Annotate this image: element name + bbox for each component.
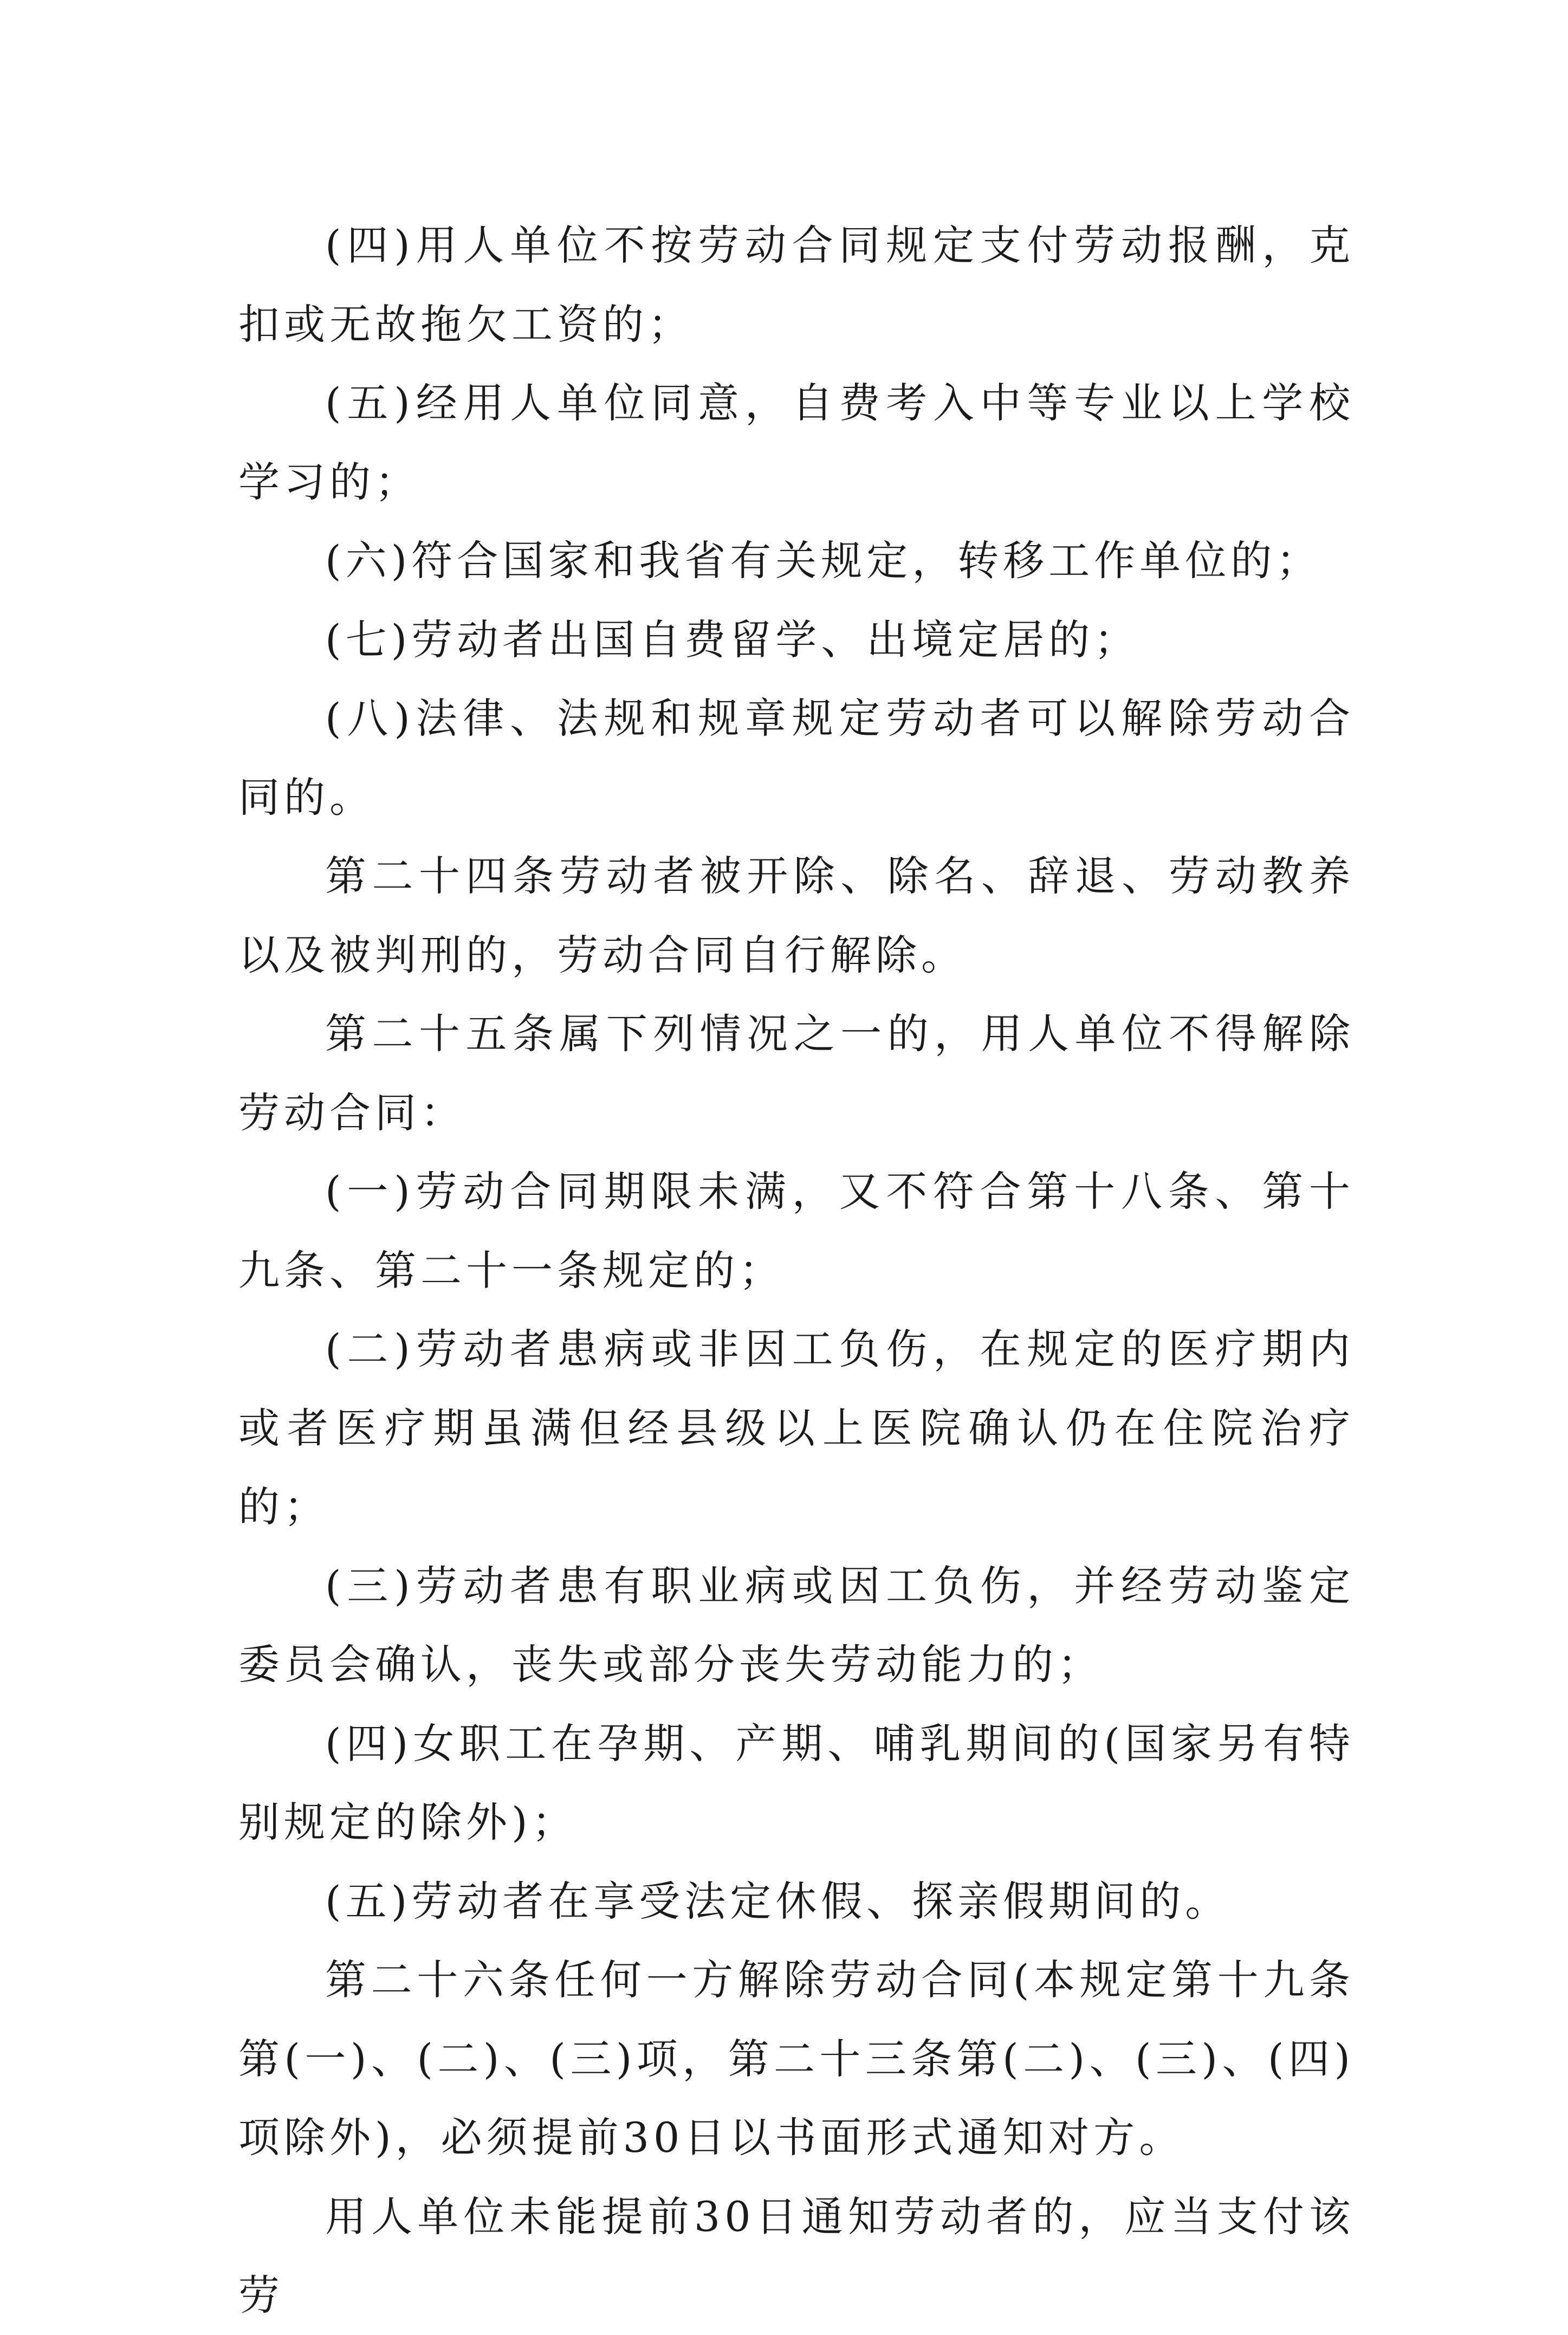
- paragraph-item-5-study: (五)经用人单位同意，自费考入中等专业以上学校学习的；: [238, 379, 1355, 506]
- paragraph-article-25-item-5: (五)劳动者在享受法定休假、探亲假期间的。: [325, 1877, 1231, 1925]
- paragraph-article-24: 第二十四条劳动者被开除、除名、辞退、劳动教养以及被判刑的，劳动合同自行解除。: [238, 852, 1355, 979]
- paragraph-article-25-item-4: (四)女职工在孕期、产期、哺乳期间的(国家另有特别规定的除外)；: [238, 1719, 1355, 1846]
- paragraph-item-8-law: (八)法律、法规和规章规定劳动者可以解除劳动合同的。: [238, 694, 1355, 822]
- paragraph-article-26-continuation: 用人单位未能提前30日通知劳动者的，应当支付该劳: [238, 2192, 1355, 2319]
- paragraph-item-4-wages: (四)用人单位不按劳动合同规定支付劳动报酬，克扣或无故拖欠工资的；: [238, 221, 1355, 348]
- paragraph-article-25-item-1: (一)劳动合同期限未满，又不符合第十八条、第十九条、第二十一条规定的；: [238, 1167, 1355, 1295]
- paragraph-article-25-item-2: (二)劳动者患病或非因工负伤，在规定的医疗期内或者医疗期虽满但经县级以上医院确认仍在住院治疗的；: [238, 1325, 1355, 1531]
- paragraph-item-6-transfer: (六)符合国家和我省有关规定，转移工作单位的；: [325, 536, 1322, 585]
- paragraph-article-26: 第二十六条任何一方解除劳动合同(本规定第十九条第(一)、(二)、(三)项，第二十三条第(二)、(三)、(四)项除外)，必须提前30日以书面形式通知对方。: [238, 1956, 1355, 2162]
- document-body: [238, 206, 1355, 2335]
- paragraph-article-25-item-3: (三)劳动者患有职业病或因工负伤，并经劳动鉴定委员会确认，丧失或部分丧失劳动能力的；: [238, 1561, 1355, 1689]
- paragraph-item-7-abroad: (七)劳动者出国自费留学、出境定居的；: [325, 615, 1140, 664]
- paragraph-article-25: 第二十五条属下列情况之一的，用人单位不得解除劳动合同：: [238, 1010, 1355, 1137]
